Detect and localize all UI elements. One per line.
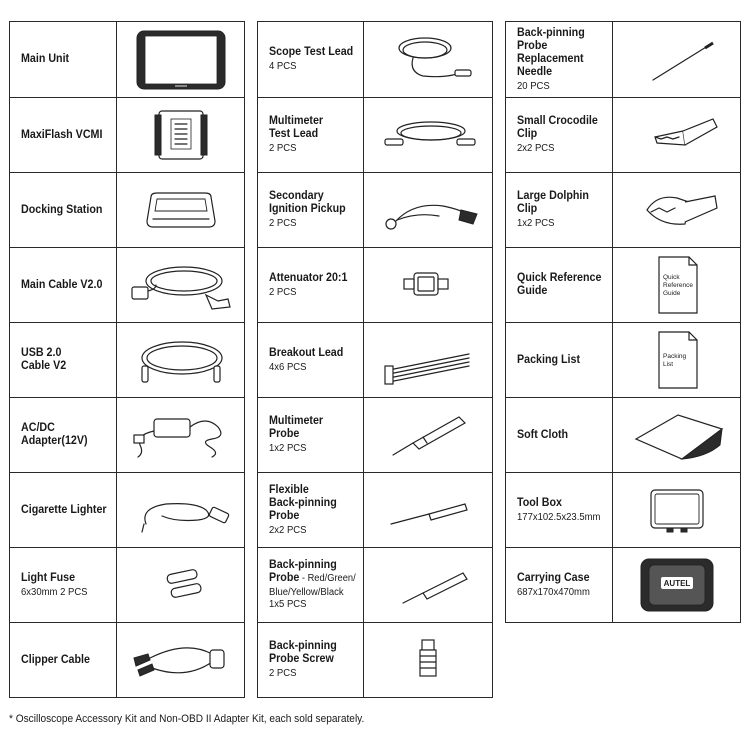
item-name: Breakout Lead [269, 346, 344, 359]
obd-cable-icon [117, 248, 244, 322]
item-name: MaxiFlash VCMI [21, 128, 103, 141]
item-soft-cloth [505, 397, 741, 473]
item-name: Back-pinning Probe Screw [269, 640, 337, 665]
flexible-probe-icon [364, 473, 492, 547]
probe-screw-icon [364, 623, 492, 697]
item-detail: 2 PCS [269, 286, 297, 298]
breakout-lead-icon [364, 323, 492, 397]
vcmi-device-icon [117, 98, 244, 172]
item-detail: 2 PCS [269, 668, 297, 679]
item-detail: 2x2 PCS [269, 524, 307, 536]
power-adapter-icon [117, 398, 244, 472]
item-name: Flexible Back-pinning Probe [269, 483, 337, 522]
item-detail: 2x2 PCS [517, 143, 555, 154]
carrying-case-icon [613, 548, 740, 622]
item-name: Small Crocodile Clip [517, 115, 598, 140]
item-back-pinning-probe [257, 547, 493, 623]
item-breakout-lead [257, 322, 493, 398]
item-name: Clipper Cable [21, 653, 90, 666]
item-back-pinning-probe-screw [257, 622, 493, 698]
item-quick-reference-guide [505, 247, 741, 323]
item-name: Quick Reference Guide [517, 272, 602, 297]
attenuator-icon [364, 248, 492, 322]
item-detail: 1x2 PCS [269, 443, 307, 454]
item-small-crocodile-clip [505, 97, 741, 173]
packing-text-line-1: Packing [662, 353, 686, 360]
back-pinning-probe-icon [364, 548, 492, 622]
footnote: * Oscilloscope Accessory Kit and Non-OBD II Adapter Kit, each sold separately. [9, 713, 365, 725]
item-name: USB 2.0 Cable V2 [21, 347, 67, 372]
item-detail: 6x30mm 2 PCS [21, 586, 88, 598]
crocodile-clip-icon [613, 98, 740, 172]
item-packing-list [505, 322, 741, 398]
item-name: Large Dolphin Clip [517, 190, 589, 215]
item-name: Light Fuse [21, 571, 76, 584]
item-multimeter-probe [257, 397, 493, 473]
fuse-icon [117, 548, 244, 622]
item-light-fuse [9, 547, 245, 623]
item-cigarette-lighter [9, 472, 245, 548]
soft-cloth-icon [613, 398, 740, 472]
case-brand-logo: AUTEL [663, 579, 690, 588]
dolphin-clip-icon [613, 173, 740, 247]
item-name: Secondary Ignition Pickup [269, 190, 346, 215]
item-detail: 4 PCS [269, 61, 297, 72]
item-detail: 2 PCS [269, 218, 297, 229]
item-detail: 687x170x470mm [517, 586, 590, 598]
multimeter-probe-icon [364, 398, 492, 472]
item-detail: 2 PCS [269, 143, 297, 154]
multimeter-test-lead-icon [364, 98, 492, 172]
item-detail: 1x2 PCS [517, 218, 555, 229]
needle-icon [613, 22, 740, 97]
quick-reference-guide-icon [613, 248, 740, 322]
item-name-colors: - Red/Green/ [299, 573, 356, 584]
item-name: Packing List [517, 353, 581, 366]
tool-box-icon [613, 473, 740, 547]
item-detail: Blue/Yellow/Black 1x5 PCS [269, 587, 344, 610]
item-name: Soft Cloth [517, 428, 569, 441]
cigarette-lighter-cable-icon [117, 473, 244, 547]
item-name: Back-pinning Probe Replacement Needle [517, 26, 585, 78]
item-name: Cigarette Lighter [21, 503, 107, 516]
item-replacement-needle [505, 21, 741, 98]
clipper-cable-icon [117, 623, 244, 697]
item-name: Back-pinning Probe - Red/Green/ [269, 559, 356, 584]
item-tool-box [505, 472, 741, 548]
item-name: AC/DC Adapter(12V) [21, 422, 88, 447]
item-main-unit [9, 21, 245, 98]
item-usb-cable [9, 322, 245, 398]
item-detail: 20 PCS [517, 80, 550, 92]
item-acdc-adapter [9, 397, 245, 473]
item-name: Multimeter Test Lead [269, 115, 324, 140]
docking-station-icon [117, 173, 244, 247]
item-scope-test-lead [257, 21, 493, 98]
item-name: Multimeter Probe [269, 415, 324, 440]
item-name: Attenuator 20:1 [269, 271, 348, 284]
item-name: Scope Test Lead [269, 46, 354, 58]
item-name: Tool Box [517, 496, 562, 509]
item-clipper-cable [9, 622, 245, 698]
item-docking-station [9, 172, 245, 248]
item-maxiflash-vcmi [9, 97, 245, 173]
packing-text-line-2: List [662, 361, 673, 368]
ignition-pickup-icon [364, 173, 492, 247]
guide-text-line-2: Reference [662, 282, 693, 289]
scope-test-lead-icon [364, 22, 492, 97]
item-detail: 177x102.5x23.5mm [517, 511, 601, 523]
item-carrying-case [505, 547, 741, 623]
item-large-dolphin-clip [505, 172, 741, 248]
main-unit-tablet-icon [117, 22, 244, 97]
guide-text-line-1: Quick [662, 274, 680, 281]
item-name: Carrying Case [517, 571, 590, 584]
item-name: Main Cable V2.0 [21, 278, 103, 291]
item-main-cable [9, 247, 245, 323]
usb-cable-icon [117, 323, 244, 397]
item-name: Docking Station [21, 203, 103, 216]
item-multimeter-test-lead [257, 97, 493, 173]
packing-list-icon [613, 323, 740, 397]
item-name: Main Unit [21, 53, 70, 65]
item-detail: 4x6 PCS [269, 361, 307, 373]
item-secondary-ignition-pickup [257, 172, 493, 248]
item-attenuator [257, 247, 493, 323]
guide-text-line-3: Guide [662, 290, 680, 297]
item-flexible-back-pinning-probe [257, 472, 493, 548]
